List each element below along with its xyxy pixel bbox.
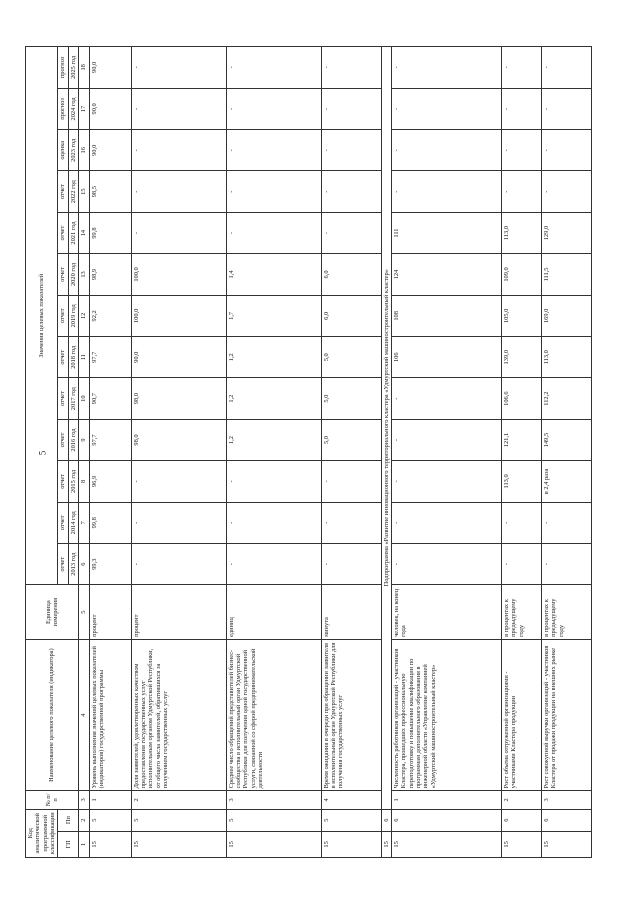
value-cell: - (226, 130, 321, 171)
value-cell: - (226, 88, 321, 129)
row-number: 1 (89, 791, 131, 809)
header-status: оценка (58, 130, 68, 171)
value-cell: 98,5 (89, 171, 131, 212)
value-cell: 6,0 (321, 295, 381, 336)
pp-code: 6 (501, 809, 541, 831)
value-cell: 106,6 (501, 378, 541, 419)
col-number: 12 (79, 295, 89, 336)
value-cell: - (321, 212, 381, 253)
value-cell: 1,4 (226, 254, 321, 295)
value-cell: - (321, 544, 381, 585)
header-year: 2016 год (68, 419, 78, 460)
header-year: 2019 год (68, 295, 78, 336)
value-cell: - (391, 171, 501, 212)
indicator-table (25, 46, 592, 858)
value-cell: - (501, 47, 541, 89)
value-cell: 1,2 (226, 378, 321, 419)
value-cell: 105,0 (501, 295, 541, 336)
value-cell: 97,7 (89, 337, 131, 378)
subprogram-title: Подпрограмма «Развитие инновационного территориального кластера «Удмуртский машиностроительный кластер» (381, 47, 391, 810)
value-cell: - (391, 544, 501, 585)
value-cell: 99,8 (89, 502, 131, 543)
header-year: 2023 год (68, 130, 78, 171)
value-cell: 100,0 (131, 254, 226, 295)
value-cell: - (321, 502, 381, 543)
col-number: 15 (79, 171, 89, 212)
col-number: 13 (79, 254, 89, 295)
indicator-name: Численность работников организаций - участников Кластера, прошедших профессиональную переподготовку и повышение квалификации по программам дополнительного образования в инженерной области «Управление компанией «Удмуртский машиностроительный кластер» (391, 639, 501, 790)
value-cell: - (541, 130, 591, 171)
value-cell: 149,5 (541, 419, 591, 460)
value-cell: - (226, 544, 321, 585)
value-cell: 90,0 (131, 337, 226, 378)
col-number: 2 (79, 809, 89, 831)
col-number: 16 (79, 130, 89, 171)
value-cell: - (541, 88, 591, 129)
indicator-name: Рост совокупной выручки организаций - участников Кластера от продажи продукции на внешних рынке (541, 639, 591, 790)
header-status: отчет (58, 171, 68, 212)
column-number-row (79, 47, 89, 858)
header-year: 2015 год (68, 461, 78, 502)
header-year: 2022 год (68, 171, 78, 212)
indicator-name: Время ожидания в очереди при обращении заявителя в исполнительный орган Удмуртской Республики для получения государственных услуг (321, 639, 381, 790)
header-status: отчет (58, 337, 68, 378)
gp-code: 15 (226, 831, 321, 857)
value-cell: 1,2 (226, 419, 321, 460)
header-unit: Единица измерения (26, 585, 79, 640)
indicator-name: Уровень выполнения значений целевых показателей (индикаторов) государственной программы (89, 639, 131, 790)
subprogram-row (381, 47, 391, 858)
gp-code: 15 (501, 831, 541, 857)
value-cell: - (541, 171, 591, 212)
value-cell: 97,7 (89, 419, 131, 460)
header-status: прогноз (58, 88, 68, 129)
value-cell: - (391, 502, 501, 543)
value-cell: - (131, 212, 226, 253)
value-cell: 99,3 (89, 544, 131, 585)
header-year: 2017 год (68, 378, 78, 419)
header-status: отчет (58, 212, 68, 253)
value-cell: - (501, 171, 541, 212)
value-cell: - (226, 461, 321, 502)
header-year: 2024 год (68, 88, 78, 129)
header-status: отчет (58, 419, 68, 460)
value-cell: 108 (391, 295, 501, 336)
value-cell: - (131, 461, 226, 502)
header-year: 2014 год (68, 502, 78, 543)
table-row (131, 47, 226, 858)
indicator-unit: в процентах к предыдущему году (501, 585, 541, 640)
indicator-name: Среднее число обращений представителей бизнес-сообщества в исполнительный орган Удмуртской Республики для получения одной государственной услуги, связанной со сферой предпринимательской деятельности (226, 639, 321, 790)
gp-code: 15 (391, 831, 501, 857)
value-cell: - (131, 88, 226, 129)
indicator-unit: процент (89, 585, 131, 640)
value-cell: - (321, 461, 381, 502)
value-cell: - (321, 171, 381, 212)
value-cell: - (226, 171, 321, 212)
value-cell: - (321, 47, 381, 89)
value-cell: - (226, 502, 321, 543)
indicator-unit: человек, на конец года (391, 585, 501, 640)
indicator-table-sheet (25, 46, 565, 858)
header-status: отчет (58, 254, 68, 295)
pp-code: 5 (89, 809, 131, 831)
value-cell: 5,0 (321, 378, 381, 419)
value-cell: - (131, 171, 226, 212)
value-cell: 139,0 (501, 337, 541, 378)
value-cell: 1,7 (226, 295, 321, 336)
pp-code: 6 (541, 809, 591, 831)
value-cell: 113,0 (501, 212, 541, 253)
header-name: Наименование целевого показателя (индикатора) (26, 639, 79, 790)
value-cell: 113,0 (541, 337, 591, 378)
value-cell: - (131, 544, 226, 585)
value-cell: 90,7 (89, 378, 131, 419)
value-cell: - (391, 419, 501, 460)
pp-code: 5 (226, 809, 321, 831)
row-number: 2 (501, 791, 541, 809)
header-year: 2013 год (68, 544, 78, 585)
header-num: № п/п (26, 791, 79, 809)
value-cell: 124 (391, 254, 501, 295)
value-cell: - (321, 130, 381, 171)
value-cell: в 2,4 раза (541, 461, 591, 502)
value-cell: 5,0 (321, 337, 381, 378)
pp-code: 5 (131, 809, 226, 831)
value-cell: - (226, 47, 321, 89)
col-number: 5 (79, 585, 89, 640)
col-number: 10 (79, 378, 89, 419)
page-number: 5 (37, 450, 48, 456)
header-status: отчет (58, 502, 68, 543)
table-row (501, 47, 541, 858)
value-cell: 92,2 (89, 295, 131, 336)
col-number: 6 (79, 544, 89, 585)
value-cell: 100,0 (131, 295, 226, 336)
header-year: 2018 год (68, 337, 78, 378)
col-number: 14 (79, 212, 89, 253)
value-cell: - (501, 544, 541, 585)
value-cell: 111,5 (541, 254, 591, 295)
col-number: 3 (79, 791, 89, 809)
value-cell: 90,0 (89, 130, 131, 171)
indicator-unit: минута (321, 585, 381, 640)
value-cell: - (541, 47, 591, 89)
col-number: 4 (79, 639, 89, 790)
value-cell: - (501, 88, 541, 129)
value-cell: - (131, 502, 226, 543)
value-cell: - (131, 47, 226, 89)
col-number: 7 (79, 502, 89, 543)
indicator-unit: единиц (226, 585, 321, 640)
value-cell: 96,9 (89, 461, 131, 502)
row-number: 3 (226, 791, 321, 809)
value-cell: 98,0 (131, 378, 226, 419)
value-cell: 98,0 (131, 419, 226, 460)
header-year: 2020 год (68, 254, 78, 295)
table-row (226, 47, 321, 858)
header-status: отчет (58, 378, 68, 419)
indicator-unit: процент (131, 585, 226, 640)
value-cell: - (131, 130, 226, 171)
gp-code: 15 (541, 831, 591, 857)
value-cell: 99,8 (89, 212, 131, 253)
gp-code: 15 (381, 831, 391, 857)
row-number: 4 (321, 791, 381, 809)
value-cell: 112,2 (541, 378, 591, 419)
value-cell: - (321, 88, 381, 129)
value-cell: 1,2 (226, 337, 321, 378)
table-row (541, 47, 591, 858)
indicator-name: Доля заявителей, удовлетворенных качеством предоставления государственных услуг исполнительным органом Удмуртской Республики, от общего числа заявителей, обратившихся за получением государственных услуг (131, 639, 226, 790)
row-number: 3 (541, 791, 591, 809)
col-number: 17 (79, 88, 89, 129)
value-cell: 111 (391, 212, 501, 253)
row-number: 1 (391, 791, 501, 809)
gp-code: 15 (131, 831, 226, 857)
value-cell: - (391, 47, 501, 89)
pp-code: 6 (391, 809, 501, 831)
value-cell: - (501, 502, 541, 543)
value-cell: - (541, 544, 591, 585)
value-cell: - (391, 461, 501, 502)
value-cell: - (501, 130, 541, 171)
header-status: отчет (58, 461, 68, 502)
gp-code: 15 (321, 831, 381, 857)
value-cell: 90,0 (89, 88, 131, 129)
value-cell: 5,0 (321, 419, 381, 460)
value-cell: 113,0 (501, 461, 541, 502)
value-cell: 6,0 (321, 254, 381, 295)
header-status: отчет (58, 544, 68, 585)
value-cell: - (391, 130, 501, 171)
header-pp: Пп (58, 809, 79, 831)
col-number: 1 (79, 831, 89, 857)
value-cell: 90,0 (89, 47, 131, 89)
table-row (391, 47, 501, 858)
value-cell: 106 (391, 337, 501, 378)
value-cell: 129,0 (541, 212, 591, 253)
value-cell: - (391, 378, 501, 419)
value-cell: - (226, 212, 321, 253)
col-number: 9 (79, 419, 89, 460)
value-cell: 109,0 (501, 254, 541, 295)
table-row (321, 47, 381, 858)
header-status: отчет (58, 295, 68, 336)
header-values: Значения целевых показателей (26, 47, 58, 585)
indicator-unit: в процентах к предыдущему году (541, 585, 591, 640)
pp-code: 6 (381, 809, 391, 831)
indicator-name: Рост объема отгруженной организациями - участниками Кластера продукции (501, 639, 541, 790)
header-year: 2025 год (68, 47, 78, 89)
value-cell: 121,1 (501, 419, 541, 460)
row-number: 2 (131, 791, 226, 809)
value-cell: 98,9 (89, 254, 131, 295)
table-row (89, 47, 131, 858)
value-cell: - (541, 502, 591, 543)
col-number: 11 (79, 337, 89, 378)
pp-code: 5 (321, 809, 381, 831)
value-cell: 169,0 (541, 295, 591, 336)
header-status: прогноз (58, 47, 68, 89)
header-kod: Код аналитической программной классификации (26, 809, 58, 857)
gp-code: 15 (89, 831, 131, 857)
col-number: 8 (79, 461, 89, 502)
value-cell: - (391, 88, 501, 129)
header-year: 2021 год (68, 212, 78, 253)
header-gp: ГП (58, 831, 79, 857)
col-number: 18 (79, 47, 89, 89)
